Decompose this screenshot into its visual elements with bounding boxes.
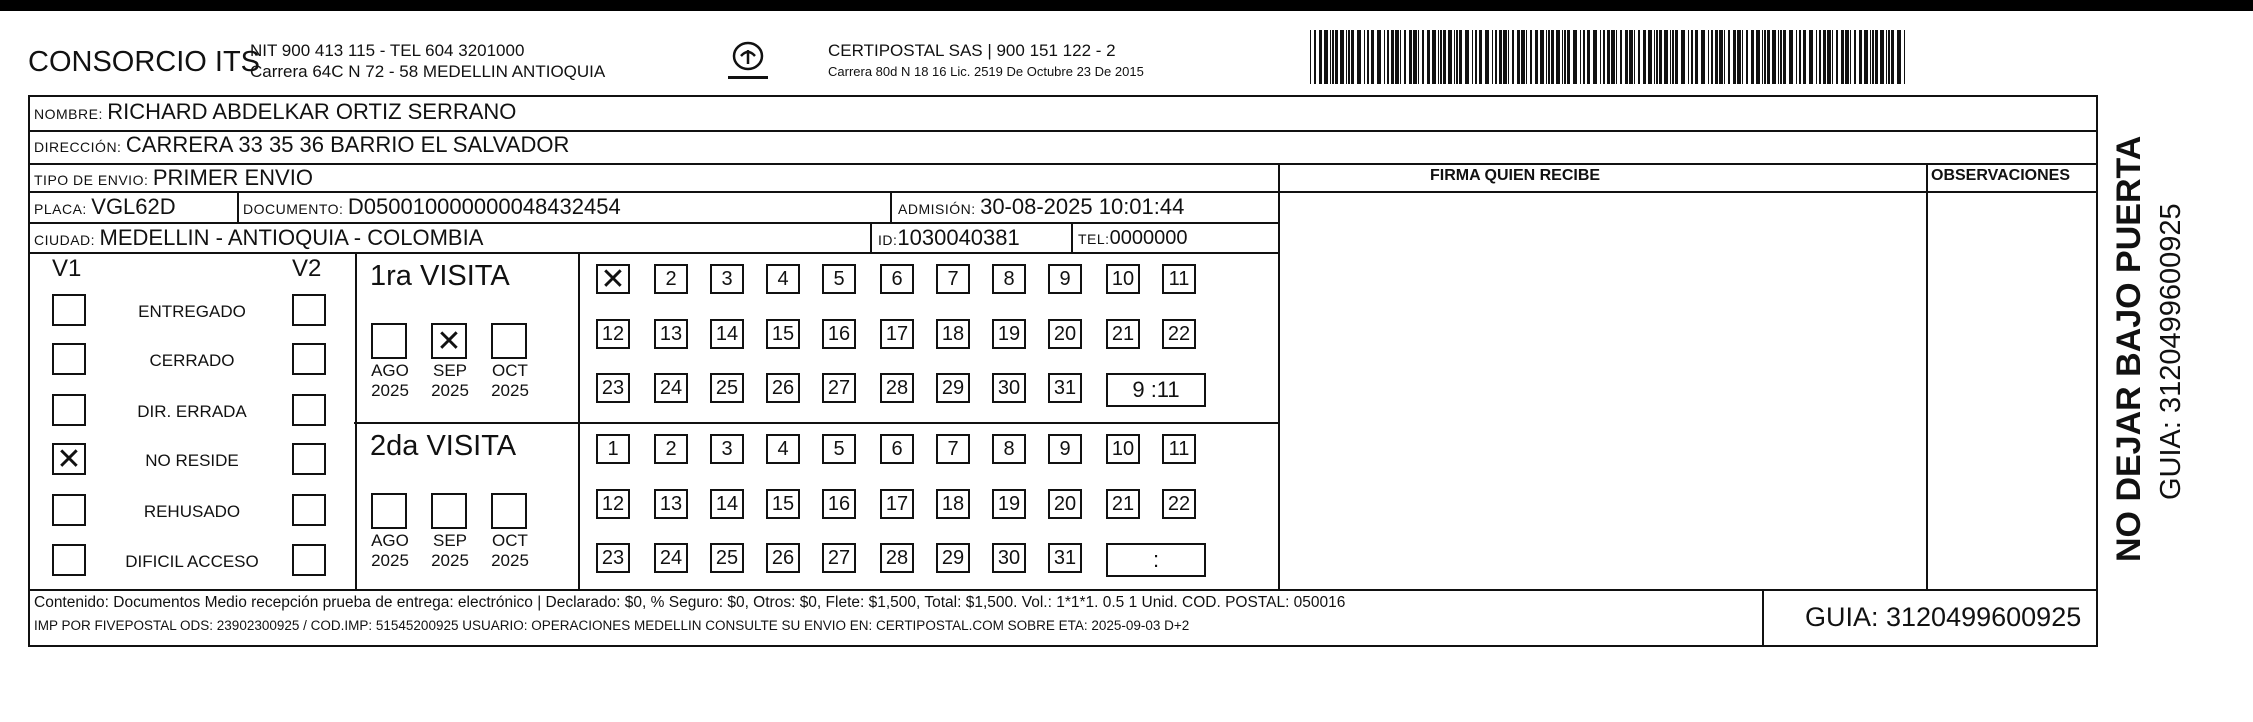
second-day-box-2[interactable]: 2 xyxy=(654,434,688,464)
observaciones-header: OBSERVACIONES xyxy=(1931,167,2070,184)
first-day-box-26[interactable]: 26 xyxy=(766,373,800,403)
firma-header: FIRMA QUIEN RECIBE xyxy=(1430,167,1601,184)
v2-header: V2 xyxy=(292,255,322,282)
placa-label: PLACA: xyxy=(34,201,87,217)
footer-line2: IMP POR FIVEPOSTAL ODS: 23902300925 / COD.IMP: 51545200925 USUARIO: OPERACIONES MEDELLIN CONSULTE SU ENVIO EN: CERTIPOSTAL.COM SOBRE ETA: 2025-09-03 D+2 xyxy=(34,618,1190,633)
v1-header: V1 xyxy=(52,255,82,282)
nombre-value: RICHARD ABDELKAR ORTIZ SERRANO xyxy=(107,99,517,124)
first-month-label-1: SEP xyxy=(432,361,468,380)
first-day-box-20[interactable]: 20 xyxy=(1048,319,1082,349)
first-month-year-0: 2025 xyxy=(371,381,409,400)
v1-checkbox-5[interactable] xyxy=(52,544,86,576)
second-day-box-20[interactable]: 20 xyxy=(1048,489,1082,519)
first-day-box-4[interactable]: 4 xyxy=(766,264,800,294)
second-day-box-19[interactable]: 19 xyxy=(992,489,1026,519)
documento-value: D050010000000048432454 xyxy=(347,194,621,219)
second-day-box-28[interactable]: 28 xyxy=(880,543,914,573)
v2-checkbox-1[interactable] xyxy=(292,343,326,375)
second-visit-title: 2da VISITA xyxy=(370,430,517,462)
v2-checkbox-3[interactable] xyxy=(292,443,326,475)
second-month-year-2: 2025 xyxy=(491,551,529,570)
status-label-4: REHUSADO xyxy=(143,502,241,521)
second-day-box-14[interactable]: 14 xyxy=(710,489,744,519)
second-day-box-25[interactable]: 25 xyxy=(710,543,744,573)
second-day-box-30[interactable]: 30 xyxy=(992,543,1026,573)
v2-checkbox-2[interactable] xyxy=(292,394,326,426)
courier-info xyxy=(828,40,1144,82)
no-dejar-bajo-puerta: NO DEJAR BAJO PUERTA xyxy=(2110,135,2148,562)
top-black-band xyxy=(0,0,2253,11)
v2-checkbox-4[interactable] xyxy=(292,494,326,526)
address-line: Carrera 64C N 72 - 58 MEDELLIN ANTIOQUIA xyxy=(250,62,606,81)
first-day-box-6[interactable]: 6 xyxy=(880,264,914,294)
second-day-box-5[interactable]: 5 xyxy=(822,434,856,464)
v1-checkbox-1[interactable] xyxy=(52,343,86,375)
certipostal-logo xyxy=(718,38,778,86)
v2-checkbox-0[interactable] xyxy=(292,294,326,326)
first-month-box-2[interactable] xyxy=(491,323,527,359)
v1-checkbox-2[interactable] xyxy=(52,394,86,426)
first-day-box-1[interactable]: ✕ xyxy=(596,264,630,294)
direccion-label: DIRECCIÓN: xyxy=(34,139,122,155)
first-day-box-21[interactable]: 21 xyxy=(1106,319,1140,349)
tel-label: TEL: xyxy=(1078,231,1110,247)
second-day-box-31[interactable]: 31 xyxy=(1048,543,1082,573)
direccion-value: CARRERA 33 35 36 BARRIO EL SALVADOR xyxy=(125,132,570,157)
second-day-box-15[interactable]: 15 xyxy=(766,489,800,519)
placa-value: VGL62D xyxy=(91,194,176,219)
first-day-box-16[interactable]: 16 xyxy=(822,319,856,349)
first-day-box-7[interactable]: 7 xyxy=(936,264,970,294)
second-day-box-13[interactable]: 13 xyxy=(654,489,688,519)
documento-label: DOCUMENTO: xyxy=(243,201,344,217)
second-day-box-27[interactable]: 27 xyxy=(822,543,856,573)
first-day-box-14[interactable]: 14 xyxy=(710,319,744,349)
nombre-label: NOMBRE: xyxy=(34,106,103,122)
courier-sub: Carrera 80d N 18 16 Lic. 2519 De Octubre 23 De 2015 xyxy=(828,64,1144,79)
first-day-box-25[interactable]: 25 xyxy=(710,373,744,403)
status-label-2: DIR. ERRADA xyxy=(137,402,247,421)
second-time-box[interactable]: : xyxy=(1106,543,1206,577)
first-time-box[interactable]: 9 :11 xyxy=(1106,373,1206,407)
first-month-box-0[interactable] xyxy=(371,323,407,359)
admision-label: ADMISIÓN: xyxy=(898,201,976,217)
company-name: CONSORCIO ITS xyxy=(28,46,261,78)
first-month-year-2: 2025 xyxy=(491,381,529,400)
second-day-box-3[interactable]: 3 xyxy=(710,434,744,464)
second-day-box-26[interactable]: 26 xyxy=(766,543,800,573)
first-day-box-13[interactable]: 13 xyxy=(654,319,688,349)
first-day-box-23[interactable]: 23 xyxy=(596,373,630,403)
second-day-box-21[interactable]: 21 xyxy=(1106,489,1140,519)
ciudad-value: MEDELLIN - ANTIOQUIA - COLOMBIA xyxy=(99,225,484,250)
second-day-box-6[interactable]: 6 xyxy=(880,434,914,464)
first-month-label-0: AGO xyxy=(371,361,409,380)
second-day-box-11[interactable]: 11 xyxy=(1162,434,1196,464)
first-day-box-30[interactable]: 30 xyxy=(992,373,1026,403)
first-day-box-28[interactable]: 28 xyxy=(880,373,914,403)
footer-line1: Contenido: Documentos Medio recepción prueba de entrega: electrónico | Declarado: $0, % Seguro: $0, Otros: $0, Flete: $1,500, Total: $1,500. Vol.: 1*1*1. 0.5 1 Unid. COD. POSTAL: 050016 xyxy=(34,594,1346,611)
second-day-box-29[interactable]: 29 xyxy=(936,543,970,573)
courier-line: CERTIPOSTAL SAS | 900 151 122 - 2 xyxy=(828,41,1116,60)
first-day-box-8[interactable]: 8 xyxy=(992,264,1026,294)
first-day-box-12[interactable]: 12 xyxy=(596,319,630,349)
second-month-label-0: AGO xyxy=(371,531,409,550)
second-day-box-17[interactable]: 17 xyxy=(880,489,914,519)
first-day-box-15[interactable]: 15 xyxy=(766,319,800,349)
second-day-box-10[interactable]: 10 xyxy=(1106,434,1140,464)
first-day-box-24[interactable]: 24 xyxy=(654,373,688,403)
v1-checkbox-3[interactable]: ✕ xyxy=(52,443,86,475)
first-day-box-10[interactable]: 10 xyxy=(1106,264,1140,294)
company-info xyxy=(250,40,605,82)
second-day-box-9[interactable]: 9 xyxy=(1048,434,1082,464)
first-day-box-18[interactable]: 18 xyxy=(936,319,970,349)
second-day-box-23[interactable]: 23 xyxy=(596,543,630,573)
second-month-year-0: 2025 xyxy=(371,551,409,570)
first-day-box-19[interactable]: 19 xyxy=(992,319,1026,349)
v1-checkbox-0[interactable] xyxy=(52,294,86,326)
second-month-box-1[interactable] xyxy=(431,493,467,529)
second-month-box-0[interactable] xyxy=(371,493,407,529)
nit-line: NIT 900 413 115 - TEL 604 3201000 xyxy=(250,41,525,60)
status-label-1: CERRADO xyxy=(149,351,235,370)
first-day-box-2[interactable]: 2 xyxy=(654,264,688,294)
first-day-box-27[interactable]: 27 xyxy=(822,373,856,403)
ciudad-label: CIUDAD: xyxy=(34,232,96,248)
first-month-year-1: 2025 xyxy=(431,381,469,400)
first-day-box-5[interactable]: 5 xyxy=(822,264,856,294)
second-month-label-2: OCT xyxy=(492,531,528,550)
first-day-box-31[interactable]: 31 xyxy=(1048,373,1082,403)
tipo-envio-label: TIPO DE ENVIO: xyxy=(34,172,149,188)
second-month-label-1: SEP xyxy=(432,531,468,550)
status-label-3: NO RESIDE xyxy=(145,451,239,470)
first-day-box-11[interactable]: 11 xyxy=(1162,264,1196,294)
side-guia: GUIA: 3120499600925 xyxy=(2155,203,2187,500)
second-day-box-24[interactable]: 24 xyxy=(654,543,688,573)
tipo-envio-value: PRIMER ENVIO xyxy=(152,165,313,190)
first-month-label-2: OCT xyxy=(492,361,528,380)
first-day-box-3[interactable]: 3 xyxy=(710,264,744,294)
footer-guia: GUIA: 3120499600925 xyxy=(1805,602,2082,632)
first-day-box-17[interactable]: 17 xyxy=(880,319,914,349)
second-day-box-18[interactable]: 18 xyxy=(936,489,970,519)
second-month-year-1: 2025 xyxy=(431,551,469,570)
second-day-box-22[interactable]: 22 xyxy=(1162,489,1196,519)
second-day-box-1[interactable]: 1 xyxy=(596,434,630,464)
second-day-box-4[interactable]: 4 xyxy=(766,434,800,464)
second-day-box-16[interactable]: 16 xyxy=(822,489,856,519)
second-day-box-7[interactable]: 7 xyxy=(936,434,970,464)
second-day-box-12[interactable]: 12 xyxy=(596,489,630,519)
first-day-box-9[interactable]: 9 xyxy=(1048,264,1082,294)
v1-checkbox-4[interactable] xyxy=(52,494,86,526)
id-value: 1030040381 xyxy=(897,225,1020,250)
status-label-5: DIFICIL ACCESO xyxy=(125,552,259,571)
admision-value: 30-08-2025 10:01:44 xyxy=(980,194,1185,219)
first-visit-title: 1ra VISITA xyxy=(370,260,510,292)
first-day-box-29[interactable]: 29 xyxy=(936,373,970,403)
second-month-box-2[interactable] xyxy=(491,493,527,529)
second-day-box-8[interactable]: 8 xyxy=(992,434,1026,464)
first-day-box-22[interactable]: 22 xyxy=(1162,319,1196,349)
v2-checkbox-5[interactable] xyxy=(292,544,326,576)
id-label: ID: xyxy=(878,232,898,248)
status-label-0: ENTREGADO xyxy=(138,302,246,321)
label-form xyxy=(28,95,2098,647)
tel-value: 0000000 xyxy=(1109,227,1188,249)
first-month-box-1[interactable]: ✕ xyxy=(431,323,467,359)
barcode xyxy=(1310,30,1910,84)
